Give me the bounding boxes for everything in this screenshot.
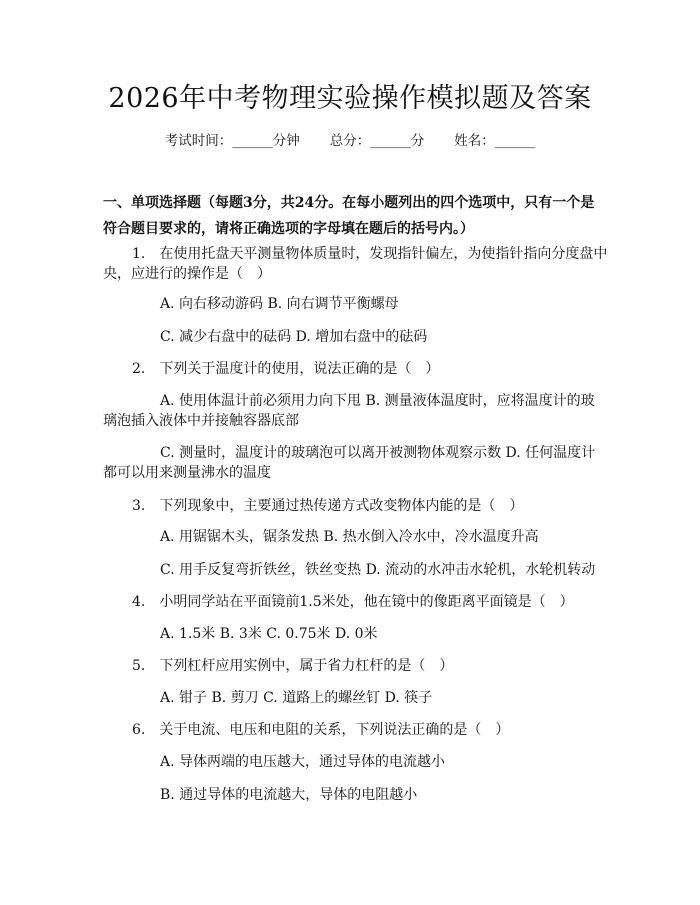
question-6-stem: 6. 关于电流、电压和电阻的关系，下列说法正确的是（ ）	[132, 722, 510, 738]
page-title: 2026年中考物理实验操作模拟题及答案	[108, 83, 592, 114]
total-score-field: 总分：______分	[329, 133, 425, 149]
question-4-stem: 4. 小明同学站在平面镜前1.5米处，他在镜中的像距离平面镜是（ ）	[132, 594, 574, 610]
exam-time-field: 考试时间：______分钟	[164, 133, 300, 149]
question-2-options-ab: A. 使用体温计前必须用力向下甩 B. 测量液体温度时，应将温度计的玻	[160, 393, 595, 409]
question-6-option-b: B. 通过导体的电流越大，导体的电阻越小	[160, 787, 418, 803]
question-6-option-a: A. 导体两端的电压越大，通过导体的电流越小	[160, 754, 446, 770]
question-1-options-cd: C. 减少右盘中的砝码 D. 增加右盘中的砝码	[160, 329, 428, 345]
question-3-stem: 3. 下列现象中，主要通过热传递方式改变物体内能的是（ ）	[132, 498, 524, 514]
name-field: 姓名：______	[454, 133, 536, 149]
question-5-options: A. 钳子 B. 剪刀 C. 道路上的螺丝钉 D. 筷子	[160, 690, 433, 706]
section-heading: 一、单项选择题（每题3分，共24分。在每小题列出的四个选项中，只有一个是符合题目要求的，请将正确选项的字母填在题后的括号内。）	[103, 195, 595, 237]
question-2-options-cd: C. 测量时，温度计的玻璃泡可以离开被测物体观察示数 D. 任何温度计	[160, 445, 596, 461]
question-4-options: A. 1.5米 B. 3米 C. 0.75米 D. 0米	[160, 626, 378, 642]
question-3-options-ab: A. 用锯锯木头，锯条发热 B. 热水倒入冷水中，冷水温度升高	[160, 529, 539, 545]
question-2-stem: 2. 下列关于温度计的使用，说法正确的是（ ）	[132, 361, 440, 377]
question-1-stem: 1. 在使用托盘天平测量物体质量时，发现指针偏左，为使指针指向分度盘中	[132, 246, 608, 262]
question-5-stem: 5. 下列杠杆应用实例中，属于省力杠杆的是（ ）	[132, 658, 454, 674]
question-1-stem-cont: 央，应进行的操作是（ ）	[103, 266, 271, 282]
question-3-options-cd: C. 用手反复弯折铁丝，铁丝变热 D. 流动的水冲击水轮机，水轮机转动	[160, 562, 596, 578]
question-2-options-cd-cont: 都可以用来测量沸水的温度	[103, 465, 271, 481]
question-2-options-ab-cont: 璃泡插入液体中并接触容器底部	[103, 413, 299, 429]
question-1-options-ab: A. 向右移动游码 B. 向右调节平衡螺母	[160, 296, 399, 312]
exam-info	[0, 131, 700, 151]
